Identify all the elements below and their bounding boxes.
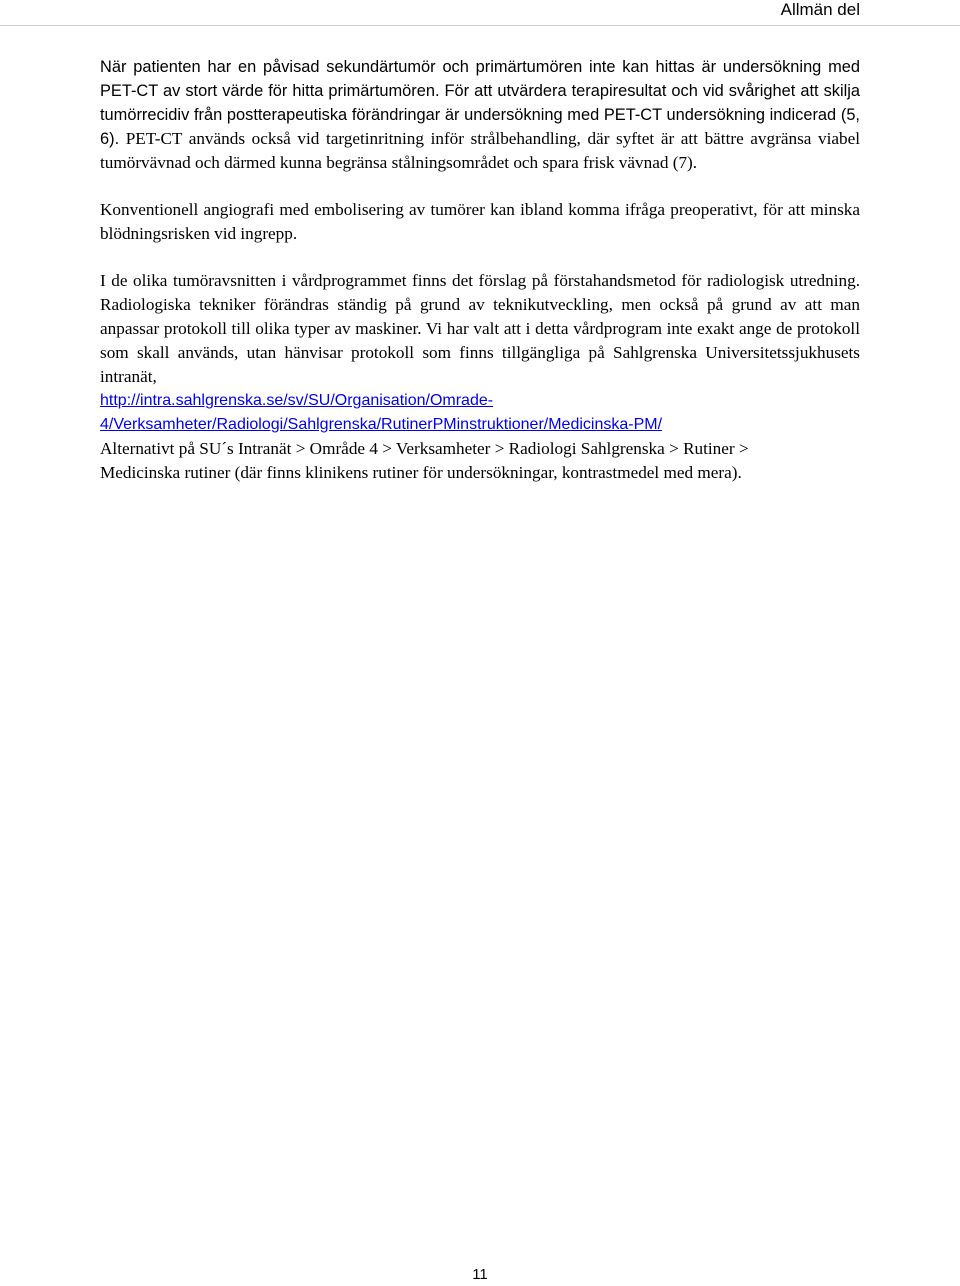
document-body bbox=[100, 55, 860, 485]
intranet-link-line2[interactable]: 4/Verksamheter/Radiologi/Sahlgrenska/RutinerPMinstruktioner/Medicinska-PM/ bbox=[100, 416, 663, 433]
paragraph-radiology-methods bbox=[100, 269, 860, 485]
paragraph-pet-ct-part1: När patienten har en påvisad sekundärtumör och primärtumören inte kan hittas är undersökning med PET-CT av stort värde för hitta primärtumören. För att utvärdera terapiresultat och vid svårighet att skilja tumörrecidiv från postterapeutiska förändringar är undersökning med PET-CT undersökning indicerad (5, 6). bbox=[100, 58, 860, 148]
paragraph-pet-ct bbox=[100, 55, 860, 175]
paragraph-pet-ct-part2: PET-CT används också vid targetinritning inför strålbehandling, där syftet är att bättre avgränsa viabel tumörvävnad och därmed kunna begränsa stålningsområdet och spara frisk vävnad (7). bbox=[100, 129, 860, 172]
paragraph-angiography: Konventionell angiografi med embolisering av tumörer kan ibland komma ifråga preoperativt, för att minska blödningsrisken vid ingrepp. bbox=[100, 200, 860, 243]
page-header bbox=[0, 0, 960, 28]
alternative-path-line1: Alternativt på SU´s Intranät > Område 4 > Verksamheter > Radiologi Sahlgrenska > Rutiner > bbox=[100, 439, 749, 458]
section-label: Allmän del bbox=[780, 0, 860, 19]
alternative-path-line2: Medicinska rutiner (där finns klinikens rutiner för undersökningar, kontrastmedel med mera). bbox=[100, 463, 742, 482]
header-divider bbox=[0, 25, 960, 26]
paragraph-radiology-text: I de olika tumöravsnitten i vårdprogrammet finns det förslag på förstahandsmetod för radiologisk utredning. Radiologiska tekniker förändras ständig på grund av teknikutveckling, men också på grund av att man anpassar protokoll till olika typer av maskiner. Vi har valt att i detta vårdprogram inte exakt ange de protokoll som skall används, utan hänvisar protokoll som finns tillgängliga på Sahlgrenska Universitetssjukhusets intranät, bbox=[100, 271, 860, 386]
intranet-link-line1[interactable]: http://intra.sahlgrenska.se/sv/SU/Organisation/Omrade- bbox=[100, 392, 494, 409]
page-number: 11 bbox=[472, 1266, 488, 1283]
